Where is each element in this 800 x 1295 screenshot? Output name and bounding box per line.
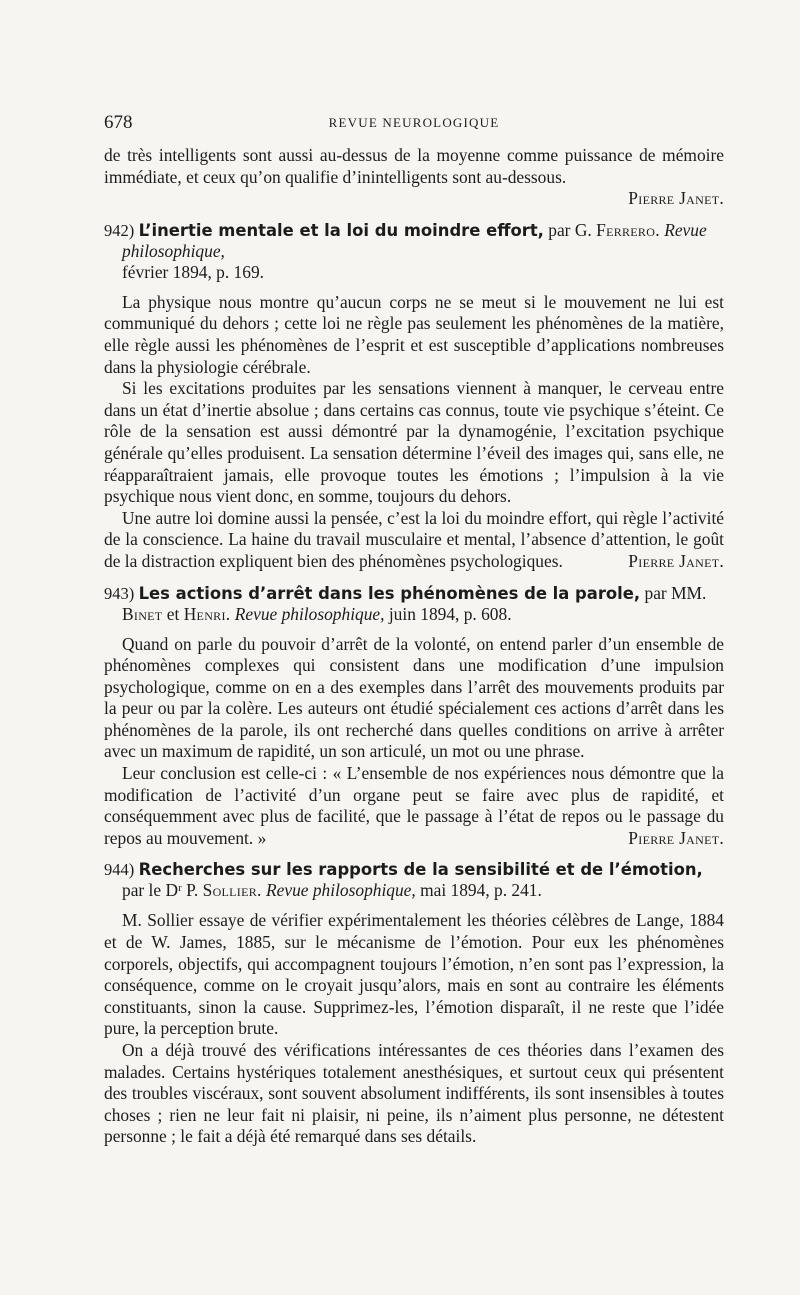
entry-by: par G. <box>548 219 592 240</box>
page-header <box>104 112 724 132</box>
entry-author-1: Binet <box>122 603 163 624</box>
entry-942-paragraph-1: La physique nous montre qu’aucun corps ne se meut si le mouvement ne lui est communiqué du dehors ; cette loi ne règle pas seulement les phénomènes de la matière, elle règle aussi les phénomènes de l’esprit et est susceptible d’applications nombreuses dans la physiologie cérébrale. <box>104 291 724 377</box>
entry-journal: Revue philosophique, <box>122 219 707 261</box>
entry-journal: Revue philosophique, <box>234 603 385 624</box>
entry-and: et <box>166 603 180 624</box>
entry-944-paragraph-1: M. Sollier essaye de vérifier expérimentalement les théories célèbres de Lange, 1884 et de W. James, 1885, sur le mécanisme de l’émotion. Pour eux les phénomènes corporels, objectifs, qui accompagnent toujours l’émotion, n’en sont pas l’expression, la conséquence, comme on le croyait jusqu’alors, mais en sont au contraire les éléments constituants, sinon la cause. Supprimez-les, l’émotion disparaît, il ne reste que l’idée pure, la perception brute. <box>104 910 724 1039</box>
signature: Pierre Janet. <box>628 550 724 571</box>
entry-title: Les actions d’arrêt dans les phénomènes de la parole, <box>138 583 641 603</box>
entry-943-paragraph-2 <box>104 763 724 849</box>
signature: Pierre Janet. <box>628 188 724 209</box>
entry-ref: mai 1894, p. 241. <box>420 880 542 901</box>
entry-title: L’inertie mentale et la loi du moindre effort, <box>138 220 544 240</box>
entry-942-paragraph-3 <box>104 508 724 573</box>
intro-paragraph: de très intelligents sont aussi au-dessus de la moyenne comme puissance de mémoire immédiate, et ceux qu’on qualifie d’inintelligents sont au-dessous. <box>104 145 724 187</box>
entry-by: par MM. <box>644 582 707 603</box>
paragraph-text: Une autre loi domine aussi la pensée, c’est la loi du moindre effort, qui règle l’activité de la conscience. La haine du travail musculaire et mental, l’absence d’attention, le goût de la distraction expliquent bien des phénomènes psychologiques. <box>104 507 724 571</box>
running-title: REVUE NEUROLOGIQUE <box>328 115 500 130</box>
entry-ref: juin 1894, p. 608. <box>388 603 512 624</box>
entry-944-paragraph-2: On a déjà trouvé des vérifications intéressantes de ces théories dans l’examen des malades. Certains hystériques totalement anesthésiques, et surtout ceux qui présentent des troubles viscéraux, sont souvent absolument indifférents, ils sont insensibles à toutes choses ; rien ne leur fait ni plaisir, ni peine, ils n’aiment plus personne, ne détestent personne ; le fait a déjà été remarqué dans ses détails. <box>104 1040 724 1147</box>
entry-number: 944) <box>104 860 135 880</box>
entry-number: 942) <box>104 220 135 240</box>
page-body <box>104 145 724 1148</box>
entry-942-heading <box>104 220 724 283</box>
intro-signature-line <box>104 188 724 210</box>
entry-author: Ferrero. <box>596 219 660 240</box>
entry-journal: Revue philosophique, <box>266 880 416 901</box>
entry-942-paragraph-2: Si les excitations produites par les sensations viennent à manquer, le cerveau entre dans un état d’inertie absolue ; dans certains cas connus, toute vie psychique s’éteint. Ce rôle de la sensation est aussi démontré par la dynamogénie, l’excitation psychique générale qu’elles produisent. La sensation détermine l’éveil des images qui, sans elle, ne réapparaîtraient jamais, elle provoque toutes les émotions ; l’impulsion à la vie psychique nous vient donc, en somme, toujours du dehors. <box>104 378 724 507</box>
entry-944-heading <box>104 859 724 901</box>
entry-943-paragraph-1: Quand on parle du pouvoir d’arrêt de la volonté, on entend parler d’un ensemble de phénomènes complexes qui consistent dans une modification d’une impulsion psychologique, comme on en a des exemples dans l’arrêt des mouvements produits par la peur ou par la colère. Les auteurs ont étudié spécialement ces actions d’arrêt dans les phénomènes de la parole, ils ont recherché dans quelles conditions on arrive à arrêter avec un maximum de rapidité, un son articulé, un mot ou une phrase. <box>104 633 724 762</box>
paragraph-text: Leur conclusion est celle-ci : « L’ensemble de nos expériences nous démontre que la modification de l’activité d’un organe peut se faire avec plus de rapidité, et conséquemment avec plus de facilité, que le passage à l’état de repos ou le passage du repos au mouvement. » <box>104 763 724 848</box>
entry-author-2: Henri. <box>183 603 231 624</box>
entry-943-heading <box>104 583 724 625</box>
entry-ref: février 1894, p. 169. <box>122 261 264 282</box>
entry-author: Sollier. <box>202 880 262 901</box>
entry-number: 943) <box>104 583 135 603</box>
page-number: 678 <box>104 112 133 133</box>
entry-by: par le Dʳ P. <box>122 880 199 901</box>
entry-title: Recherches sur les rapports de la sensibilité et de l’émotion, <box>138 860 703 880</box>
signature: Pierre Janet. <box>628 827 724 848</box>
